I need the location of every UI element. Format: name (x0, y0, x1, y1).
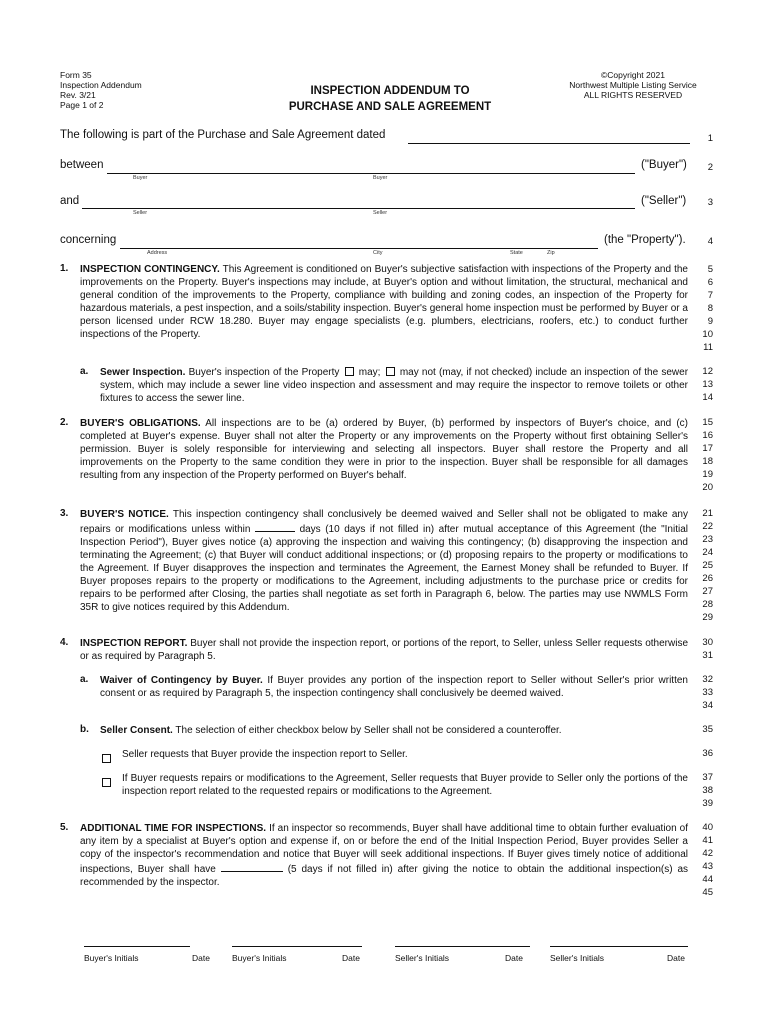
seller-initials-2-field[interactable] (550, 946, 688, 947)
section-1-paragraph (80, 263, 688, 341)
seller-initials-1-field[interactable] (395, 946, 530, 947)
line-number: 2 (707, 162, 713, 173)
section-1a-heading: Sewer Inspection. (100, 367, 186, 378)
footer-seller-initials-1: Seller's Initials (395, 953, 450, 963)
concerning-label: concerning (60, 234, 117, 246)
consent-option-2-checkbox[interactable] (100, 773, 113, 791)
sewer-may-checkbox[interactable] (345, 367, 354, 376)
sewer-may-label: may; (358, 367, 381, 378)
line-number: 21 (702, 508, 713, 519)
footer-date-3: Date (505, 953, 523, 963)
buyer-sub-label-2: Buyer (373, 175, 388, 181)
line-number: 14 (702, 392, 713, 403)
section-3-text-1: This inspection contingency shall conclusively be deemed waived and Seller shall not be obligated to make any repairs or modifications unless within (80, 509, 688, 535)
line-number: 10 (702, 329, 713, 340)
sewer-may-not-checkbox[interactable] (386, 367, 395, 376)
seller-suffix: ("Seller") (641, 195, 687, 207)
line-number: 6 (707, 277, 713, 288)
section-3-number: 3. (60, 508, 69, 519)
buyer-suffix: ("Buyer") (641, 159, 687, 171)
section-1a-letter: a. (80, 366, 89, 377)
line-number: 32 (702, 674, 713, 685)
page-indicator: Page 1 of 2 (60, 100, 104, 110)
section-2-text: All inspections are to be (a) ordered by Buyer, (b) performed by inspectors of Buyer's choice, and (c) completed at Buyer's expense. Buyer shall not alter the Property or any improvements on the Property without first obtaining Seller's permission. Buyer is solely responsible for interviewing and selecting all inspectors. Buyer shall restore the Property and all improvements on the Property to the same condition they were in prior to the inspection. Buyer shall be responsible for all damages resulting from any inspection of the Property performed on Buyer's behalf. (80, 418, 688, 481)
section-4b-heading: Seller Consent. (100, 725, 173, 736)
dated-label: The following is part of the Purchase and Sale Agreement dated (60, 129, 386, 141)
line-number: 23 (702, 534, 713, 545)
section-1a-text: Buyer's inspection of the Property (188, 367, 340, 378)
section-2-heading: BUYER'S OBLIGATIONS. (80, 418, 201, 429)
section-2-paragraph (80, 417, 688, 482)
between-label: between (60, 159, 104, 171)
line-number: 9 (707, 316, 713, 327)
line-number: 45 (702, 887, 713, 898)
line-number: 33 (702, 687, 713, 698)
line-number: 20 (702, 482, 713, 493)
line-number: 36 (702, 748, 713, 759)
line-number: 39 (702, 798, 713, 809)
line-number: 13 (702, 379, 713, 390)
line-number: 19 (702, 469, 713, 480)
seller-sub-label-2: Seller (373, 210, 388, 216)
section-4-number: 4. (60, 637, 69, 648)
section-1-heading: INSPECTION CONTINGENCY. (80, 264, 220, 275)
state-sub-label: State (510, 250, 523, 256)
section-3-heading: BUYER'S NOTICE. (80, 509, 169, 520)
line-number: 42 (702, 848, 713, 859)
line-number: 31 (702, 650, 713, 661)
line-number: 43 (702, 861, 713, 872)
form-name: Inspection Addendum (60, 80, 142, 90)
line-number: 27 (702, 586, 713, 597)
line-number: 41 (702, 835, 713, 846)
form-number: Form 35 (60, 70, 92, 80)
line-number: 40 (702, 822, 713, 833)
line-number: 1 (707, 133, 713, 144)
section-1-number: 1. (60, 263, 69, 274)
section-4a-heading: Waiver of Contingency by Buyer. (100, 675, 263, 686)
buyer-initials-2-field[interactable] (232, 946, 362, 947)
line-number: 4 (707, 236, 713, 247)
line-number: 18 (702, 456, 713, 467)
line-number: 16 (702, 430, 713, 441)
line-number: 8 (707, 303, 713, 314)
buyer-initials-1-field[interactable] (84, 946, 190, 947)
section-2-number: 2. (60, 417, 69, 428)
line-number: 17 (702, 443, 713, 454)
section-4b-text: The selection of either checkbox below by Seller shall not be considered a counteroffer. (175, 725, 562, 736)
section-4-text: Buyer shall not provide the inspection report, or portions of the report, to Seller, unless Seller requests otherwise or as required by Paragraph 5. (80, 638, 689, 662)
line-number: 35 (702, 724, 713, 735)
consent-option-2-label: If Buyer requests repairs or modifications to the Agreement, Seller requests that Buyer provide to Seller only the portions of the inspection report related to the requested repairs or modifications to the Agreement. (122, 773, 688, 797)
line-number: 44 (702, 874, 713, 885)
line-number: 7 (707, 290, 713, 301)
consent-option-1-checkbox[interactable] (100, 749, 113, 767)
footer-buyer-initials-2: Buyer's Initials (232, 953, 287, 963)
seller-name-field[interactable] (82, 208, 635, 209)
line-number: 37 (702, 772, 713, 783)
section-5-heading: ADDITIONAL TIME FOR INSPECTIONS. (80, 823, 267, 834)
city-sub-label: City (373, 250, 383, 256)
form-revision: Rev. 3/21 (60, 90, 96, 100)
line-number: 22 (702, 521, 713, 532)
section-4-paragraph (80, 637, 688, 663)
line-number: 3 (707, 197, 713, 208)
copyright-block: ©Copyright 2021 Northwest Multiple Listing Service ALL RIGHTS RESERVED (569, 70, 697, 100)
section-4b-letter: b. (80, 724, 89, 735)
consent-option-1-label: Seller requests that Buyer provide the inspection report to Seller. (122, 749, 408, 760)
seller-sub-label-1: Seller (133, 210, 148, 216)
agreement-date-field[interactable] (408, 143, 690, 144)
inspection-period-days-field[interactable] (255, 521, 295, 532)
line-number: 25 (702, 560, 713, 571)
section-3-paragraph (80, 508, 688, 614)
address-sub-label: Address (147, 250, 168, 256)
line-number: 34 (702, 700, 713, 711)
line-number: 12 (702, 366, 713, 377)
section-4-heading: INSPECTION REPORT. (80, 638, 188, 649)
section-4a-text: If Buyer provides any portion of the inspection report to Seller without Seller's prior written consent or as required by Paragraph 5, the inspection contingency shall conclusively be deemed waived. (100, 675, 688, 699)
buyer-sub-label-1: Buyer (133, 175, 148, 181)
line-number: 30 (702, 637, 713, 648)
section-1a-paragraph (100, 366, 688, 405)
section-5-text-2: (5 days if not filled in) after giving the notice to obtain the additional inspection(s) as recommended by the inspector. (80, 864, 689, 888)
section-5-number: 5. (60, 822, 69, 833)
property-suffix: (the "Property"). (604, 234, 686, 246)
section-5-text-1: If an inspector so recommends, Buyer shall have additional time to obtain further evaluation of any item by a specialist at Buyer's option and expense if, on or before the end of the Initial Inspection Period, Buyer provides Seller a copy of the inspector's recommendation and notice that Buyer will seek additional inspections. If Buyer gives timely notice of additional inspections, Buyer shall have (80, 823, 688, 875)
and-label: and (60, 195, 80, 207)
document-title: INSPECTION ADDENDUM TO PURCHASE AND SALE AGREEMENT (288, 85, 492, 113)
line-number: 24 (702, 547, 713, 558)
section-4b-paragraph (100, 724, 688, 737)
footer-date-2: Date (342, 953, 360, 963)
property-address-field[interactable] (120, 248, 598, 249)
footer-buyer-initials-1: Buyer's Initials (84, 953, 139, 963)
section-5-paragraph (80, 822, 688, 889)
footer-date-1: Date (192, 953, 210, 963)
form-id-block (60, 70, 142, 110)
additional-days-field[interactable] (221, 861, 283, 872)
line-number: 28 (702, 599, 713, 610)
footer-date-4: Date (667, 953, 685, 963)
section-1-text: This Agreement is conditioned on Buyer's subjective satisfaction with inspections of the Property and the improvements on the Property. Buyer's inspections may include, at Buyer's option and without limitation, the structural, mechanical and general condition of the improvements to the Property, compliance with building and zoning codes, an inspection of the Property for hazardous materials, a pest inspection, and a soils/stability inspection. Buyer's general home inspection must be performed by Buyer or a person licensed under RCW 18.280. Buyer may engage specialists (e.g. plumbers, electricians, roofers, etc.) to conduct further inspections of the Property. (80, 264, 688, 340)
sewer-may-not-text: may not (may, if not checked) include an inspection of the sewer system, which may include a sewer line video inspection and assessment and may require the inspector to remove toilets or other fixtures to access the sewer line. (100, 367, 689, 404)
line-number: 38 (702, 785, 713, 796)
line-number: 29 (702, 612, 713, 623)
footer-seller-initials-2: Seller's Initials (550, 953, 605, 963)
zip-sub-label: Zip (547, 250, 555, 256)
line-number: 5 (707, 264, 713, 275)
section-4a-paragraph (100, 674, 688, 700)
section-4a-letter: a. (80, 674, 89, 685)
section-3-text-2: days (10 days if not filled in) after mutual acceptance of this Agreement (the "Initial Inspection Period"), Buyer gives notice (a) approving the inspection and waiving this contingency; (b) disapproving the inspection and terminating the Agreement; (c) that Buyer will conduct additional inspections; or (d) proposing repairs to the property or modifications to the Agreement. If Buyer disapproves the inspection and terminates the Agreement, the Earnest Money shall be refunded to Buyer. If Buyer proposes repairs to the property or modifications to the Agreement, including adjustments to the purchase price or credits for repairs to be performed after Closing, the parties shall negotiate as set forth in Paragraph 6, below. The parties may use NWMLS Form 35R to give notices required by this Addendum. (80, 524, 688, 613)
line-number: 11 (703, 342, 713, 353)
line-number: 26 (702, 573, 713, 584)
buyer-name-field[interactable] (107, 173, 635, 174)
line-number: 15 (702, 417, 713, 428)
